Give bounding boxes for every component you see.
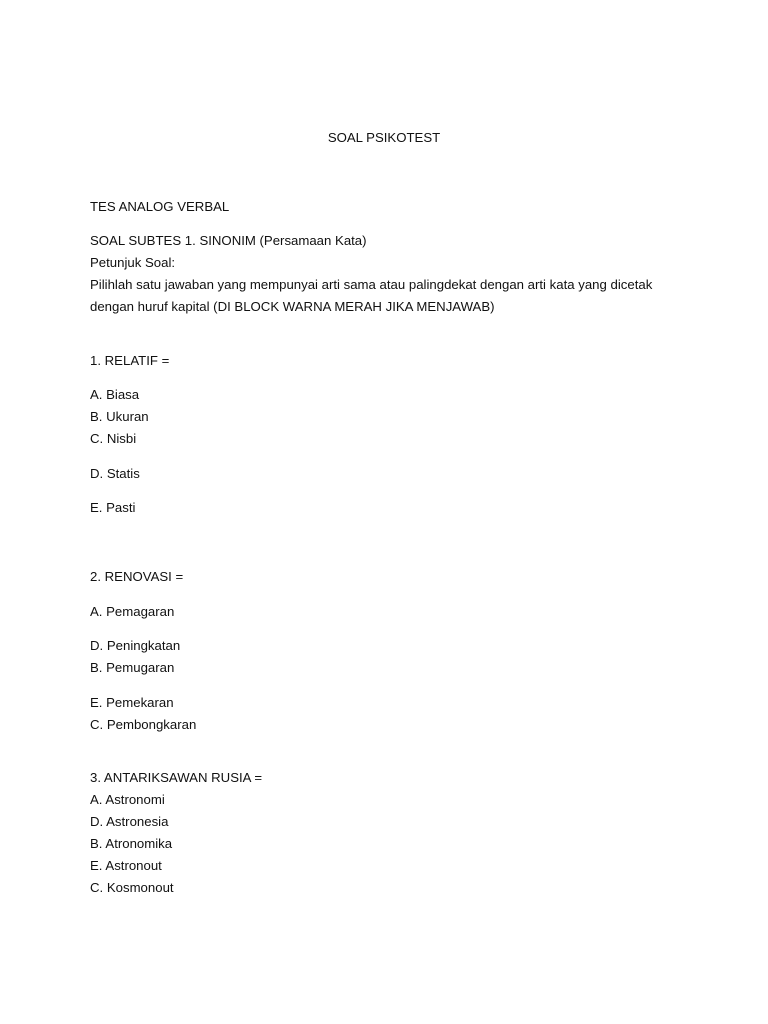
- question-3-option: B. Atronomika: [90, 836, 173, 851]
- instructions-text-line-2: dengan huruf kapital (DI BLOCK WARNA MERAH JIKA MENJAWAB): [90, 299, 495, 314]
- document-title: SOAL PSIKOTEST: [327, 130, 441, 145]
- question-3-option: A. Astronomi: [90, 792, 165, 807]
- question-2-option: E. Pemekaran: [90, 695, 174, 710]
- question-3-option: C. Kosmonout: [90, 880, 174, 895]
- question-1-option: B. Ukuran: [90, 409, 149, 424]
- question-1-option: E. Pasti: [90, 500, 136, 515]
- question-2-prompt: 2. RENOVASI =: [90, 569, 184, 584]
- instructions-label: Petunjuk Soal:: [90, 255, 176, 270]
- question-1-prompt: 1. RELATIF =: [90, 353, 170, 368]
- question-3-prompt: 3. ANTARIKSAWAN RUSIA =: [90, 770, 263, 785]
- question-2-option: C. Pembongkaran: [90, 717, 197, 732]
- section-heading: TES ANALOG VERBAL: [90, 199, 230, 214]
- question-2-option: B. Pemugaran: [90, 660, 175, 675]
- question-3-option: E. Astronout: [90, 858, 162, 873]
- instructions-text-line-1: Pilihlah satu jawaban yang mempunyai arti sama atau palingdekat dengan arti kata yang dicetak: [90, 277, 653, 292]
- question-1-option: D. Statis: [90, 466, 140, 481]
- question-1-option: C. Nisbi: [90, 431, 137, 446]
- question-3-option: D. Astronesia: [90, 814, 169, 829]
- subtest-heading: SOAL SUBTES 1. SINONIM (Persamaan Kata): [90, 233, 367, 248]
- question-2-option: D. Peningkatan: [90, 638, 181, 653]
- question-2-option: A. Pemagaran: [90, 604, 175, 619]
- question-1-option: A. Biasa: [90, 387, 140, 402]
